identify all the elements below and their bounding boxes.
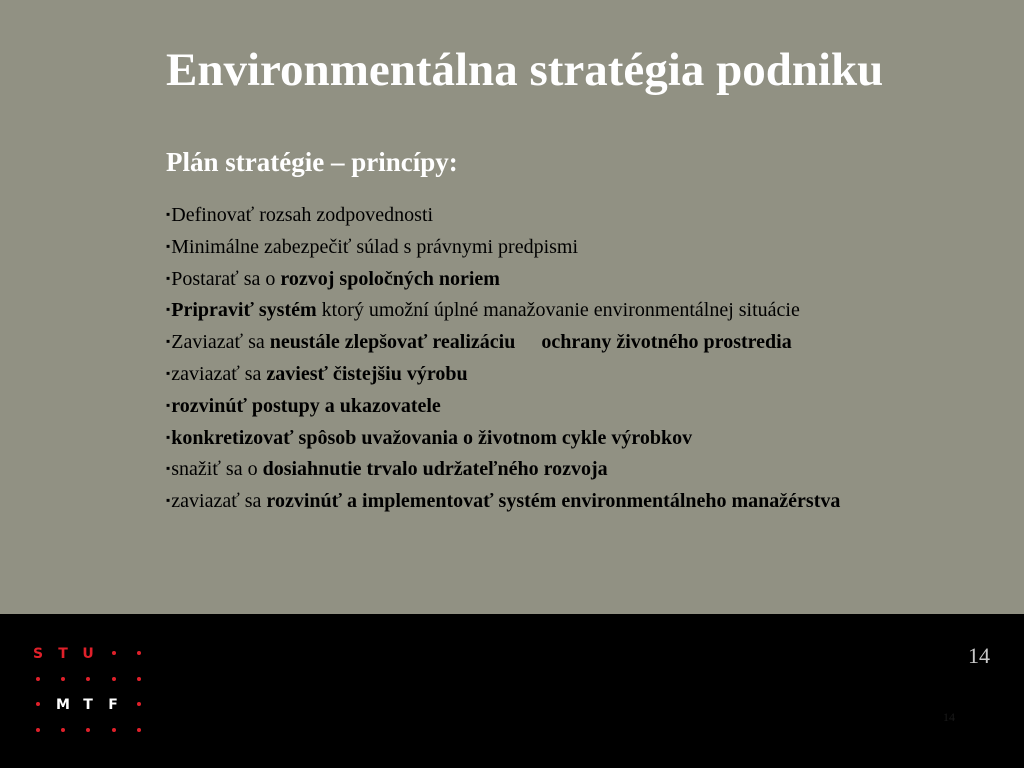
logo-letter: S (32, 646, 44, 662)
bullet-text: snažiť sa o (171, 458, 263, 481)
footer-bar (0, 614, 1024, 768)
bullet-marker: ▪ (166, 429, 171, 444)
bullet-bold-text: konkretizovať spôsob uvažovania o životnom cykle výrobkov (171, 426, 693, 449)
bullet-bold-text: zaviesť čistejšiu výrobu (266, 362, 468, 385)
logo-letter: U (82, 646, 94, 662)
bullet-item (166, 199, 926, 231)
bullet-marker: ▪ (166, 365, 171, 380)
bullet-marker: ▪ (166, 302, 171, 317)
bullet-marker: ▪ (166, 461, 171, 476)
bullet-list (166, 199, 926, 517)
bullet-item (166, 294, 926, 326)
bullet-item (166, 485, 926, 517)
slide-subtitle: Plán stratégie – princípy: (166, 147, 458, 177)
bullet-bold-text: rozvoj spoločných noriem (280, 267, 500, 290)
bullet-item (166, 422, 926, 454)
bullet-marker: ▪ (166, 397, 171, 412)
logo-letter: F (108, 697, 118, 713)
bullet-bold-text: rozvinúť postupy a ukazovatele (171, 394, 441, 417)
bullet-text: ktorý umožní úplné manažovanie environmentálnej situácie (316, 299, 800, 322)
bullet-text: zaviazať sa (171, 362, 267, 385)
bullet-bold-text: neustále zlepšovať realizáciu (269, 331, 516, 354)
bullet-marker: ▪ (166, 207, 171, 221)
stu-mtf-logo (28, 643, 158, 743)
bullet-bold-text: dosiahnutie trvalo udržateľného rozvoja (262, 458, 608, 481)
bullet-item (166, 358, 926, 390)
bullet-text: zaviazať sa (171, 490, 267, 513)
bullet-marker: ▪ (166, 493, 171, 508)
page-number: 14 (968, 643, 990, 668)
bullet-text: Zaviazať sa (171, 331, 270, 354)
slide-title: Environmentálna stratégia podniku (166, 44, 884, 96)
bullet-marker: ▪ (166, 270, 171, 285)
bullet-item (166, 231, 926, 263)
bullet-bold-text: ochrany životného prostredia (541, 331, 792, 354)
bullet-item (166, 326, 926, 358)
bullet-bold-text: Pripraviť systém (171, 299, 317, 322)
logo-letter: M (56, 697, 70, 713)
bullet-item (166, 263, 926, 295)
bullet-text: Minimálne zabezpečiť súlad s právnymi predpismi (171, 235, 579, 258)
bullet-marker: ▪ (166, 334, 171, 349)
bullet-marker: ▪ (166, 238, 171, 253)
bullet-text: Definovať rozsah zodpovednosti (171, 204, 434, 226)
bullet-item (166, 390, 926, 422)
logo-letter: T (58, 646, 68, 662)
bullet-bold-text: rozvinúť a implementovať systém environmentálneho manažérstva (266, 490, 841, 513)
logo-letter: T (83, 697, 93, 713)
page-number-shadow: 14 (943, 710, 955, 724)
bullet-item (166, 453, 926, 485)
bullet-text: Postarať sa o (171, 267, 281, 290)
